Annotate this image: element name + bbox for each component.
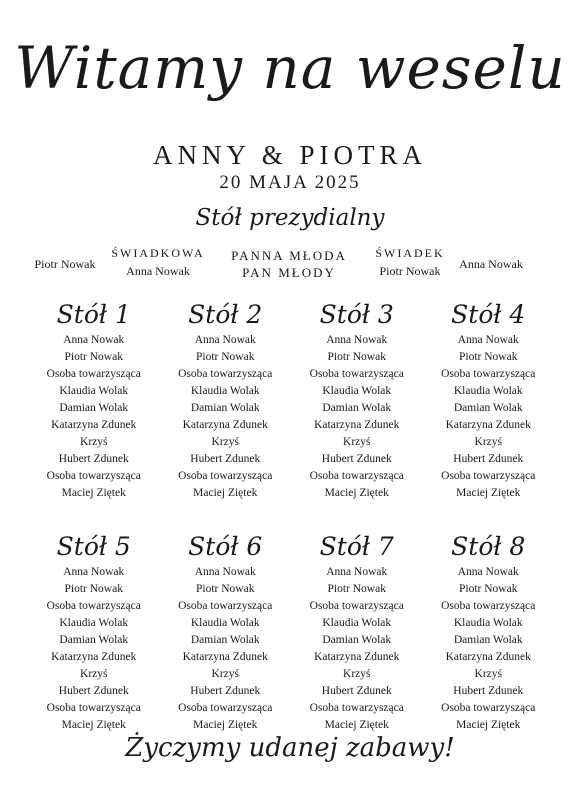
guest-name: Katarzyna Zdunek (182, 419, 268, 431)
guest-name: Klaudia Wolak (453, 617, 523, 629)
table-6 (160, 530, 292, 734)
guest-name: Damian Wolak (59, 402, 129, 414)
table-8 (423, 530, 555, 734)
bridesmaid (106, 246, 210, 279)
guest-name: Klaudia Wolak (322, 385, 392, 397)
guest-name: Osoba towarzysząca (178, 368, 273, 380)
page-title: Witamy na weselu (14, 34, 566, 102)
guest-name: Anna Nowak (63, 334, 125, 346)
guest-name: Damian Wolak (322, 634, 392, 646)
guest-name: Katarzyna Zdunek (51, 419, 137, 431)
guest-name: Osoba towarzysząca (46, 600, 141, 612)
guest-name: Krzyś (80, 436, 108, 448)
guest-name: Piotr Nowak (64, 583, 123, 595)
guest-name: Klaudia Wolak (322, 617, 392, 629)
table-1 (28, 298, 160, 502)
guest-name: Klaudia Wolak (190, 385, 260, 397)
guest-name: Krzyś (474, 668, 502, 680)
guest-name: Katarzyna Zdunek (51, 651, 137, 663)
table-title: Stół 5 (56, 532, 131, 561)
guest-name: Hubert Zdunek (58, 685, 129, 697)
guest-name: Osoba towarzysząca (178, 702, 273, 714)
guest-name: Klaudia Wolak (59, 617, 129, 629)
guest-name: Hubert Zdunek (321, 685, 392, 697)
table-title: Stół 4 (451, 300, 526, 329)
guest-name: Osoba towarzysząca (441, 368, 536, 380)
guest-name: Klaudia Wolak (453, 385, 523, 397)
guest-name: Katarzyna Zdunek (314, 651, 400, 663)
guest-name: Maciej Ziętek (324, 487, 389, 499)
wedding-date: 20 MAJA 2025 (219, 172, 361, 193)
guest-name: Damian Wolak (190, 402, 260, 414)
bride-groom (214, 247, 364, 281)
guest-name: Osoba towarzysząca (46, 702, 141, 714)
guest-name: Osoba towarzysząca (309, 470, 404, 482)
guest-name: Anna Nowak (63, 566, 125, 578)
tables-row-1 (28, 298, 554, 502)
guest-name: Anna Nowak (194, 334, 256, 346)
table-2 (160, 298, 292, 502)
head-table-title: Stół prezydialny (195, 205, 385, 231)
guest-name: Damian Wolak (322, 402, 392, 414)
table-title: Stół 2 (188, 300, 263, 329)
guest-name: Maciej Ziętek (61, 719, 126, 731)
guest-name: Osoba towarzysząca (178, 600, 273, 612)
guest-name: Klaudia Wolak (59, 385, 129, 397)
guest-name: Maciej Ziętek (324, 719, 389, 731)
guest-name: Piotr Nowak (64, 351, 123, 363)
guest-name: Piotr Nowak (196, 583, 255, 595)
guest-name: Damian Wolak (59, 634, 129, 646)
guest-name: Krzyś (343, 436, 371, 448)
guest-name: Krzyś (474, 436, 502, 448)
guest-name: Piotr Nowak (327, 351, 386, 363)
guest-name: Katarzyna Zdunek (314, 419, 400, 431)
table-title: Stół 6 (188, 532, 263, 561)
table-5 (28, 530, 160, 734)
guest-name: Hubert Zdunek (58, 453, 129, 465)
guest-name: Krzyś (80, 668, 108, 680)
guest-name: Osoba towarzysząca (178, 470, 273, 482)
table-title: Stół 1 (56, 300, 131, 329)
guest-tables (28, 298, 554, 734)
guest-name: Hubert Zdunek (190, 685, 261, 697)
bridesmaid-name: Anna Nowak (126, 264, 190, 278)
guest-name: Katarzyna Zdunek (445, 419, 531, 431)
table-3 (291, 298, 423, 502)
tables-row-2 (28, 530, 554, 734)
guest-name: Piotr Nowak (327, 583, 386, 595)
guest-name: Anna Nowak (326, 334, 388, 346)
table-title: Stół 7 (319, 532, 394, 561)
bride-label: PANNA MŁODA (231, 248, 347, 263)
guest-name: Maciej Ziętek (456, 487, 521, 499)
guest-name: Hubert Zdunek (453, 685, 524, 697)
guest-name: Maciej Ziętek (193, 487, 258, 499)
guest-name: Osoba towarzysząca (46, 368, 141, 380)
guest-name: Maciej Ziętek (456, 719, 521, 731)
guest-name: Osoba towarzysząca (441, 702, 536, 714)
couple-names: ANNY & PIOTRA (153, 140, 427, 170)
table-4 (423, 298, 555, 502)
guest-name: Katarzyna Zdunek (445, 651, 531, 663)
guest-name: Osoba towarzysząca (441, 470, 536, 482)
guest-name: Anna Nowak (194, 566, 256, 578)
bestman-label: ŚWIADEK (375, 246, 445, 260)
guest-name: Krzyś (211, 668, 239, 680)
guest-name: Damian Wolak (453, 634, 523, 646)
guest-name: Piotr Nowak (196, 351, 255, 363)
bestman (368, 246, 452, 279)
bestman-name: Piotr Nowak (379, 264, 441, 278)
guest-name: Katarzyna Zdunek (182, 651, 268, 663)
guest-name: Piotr Nowak (459, 583, 518, 595)
guest-name: Hubert Zdunek (190, 453, 261, 465)
table-7 (291, 530, 423, 734)
closing-message: Życzymy udanej zabawy! (125, 733, 455, 763)
head-table-left-guest: Piotr Nowak (34, 257, 96, 271)
guest-name: Damian Wolak (453, 402, 523, 414)
guest-name: Osoba towarzysząca (309, 368, 404, 380)
head-table-row (0, 246, 580, 286)
guest-name: Osoba towarzysząca (309, 702, 404, 714)
guest-name: Hubert Zdunek (453, 453, 524, 465)
guest-name: Piotr Nowak (459, 351, 518, 363)
guest-name: Osoba towarzysząca (46, 470, 141, 482)
guest-name: Anna Nowak (326, 566, 388, 578)
groom-label: PAN MŁODY (242, 265, 336, 280)
head-table-right-guest: Anna Nowak (459, 257, 523, 271)
bridesmaid-label: ŚWIADKOWA (111, 246, 205, 260)
guest-name: Maciej Ziętek (61, 487, 126, 499)
guest-name: Krzyś (343, 668, 371, 680)
table-title: Stół 3 (319, 300, 394, 329)
guest-name: Maciej Ziętek (193, 719, 258, 731)
guest-name: Klaudia Wolak (190, 617, 260, 629)
guest-name: Osoba towarzysząca (441, 600, 536, 612)
guest-name: Krzyś (211, 436, 239, 448)
guest-name: Hubert Zdunek (321, 453, 392, 465)
guest-name: Anna Nowak (457, 566, 519, 578)
guest-name: Damian Wolak (190, 634, 260, 646)
table-title: Stół 8 (451, 532, 526, 561)
guest-name: Anna Nowak (457, 334, 519, 346)
guest-name: Osoba towarzysząca (309, 600, 404, 612)
